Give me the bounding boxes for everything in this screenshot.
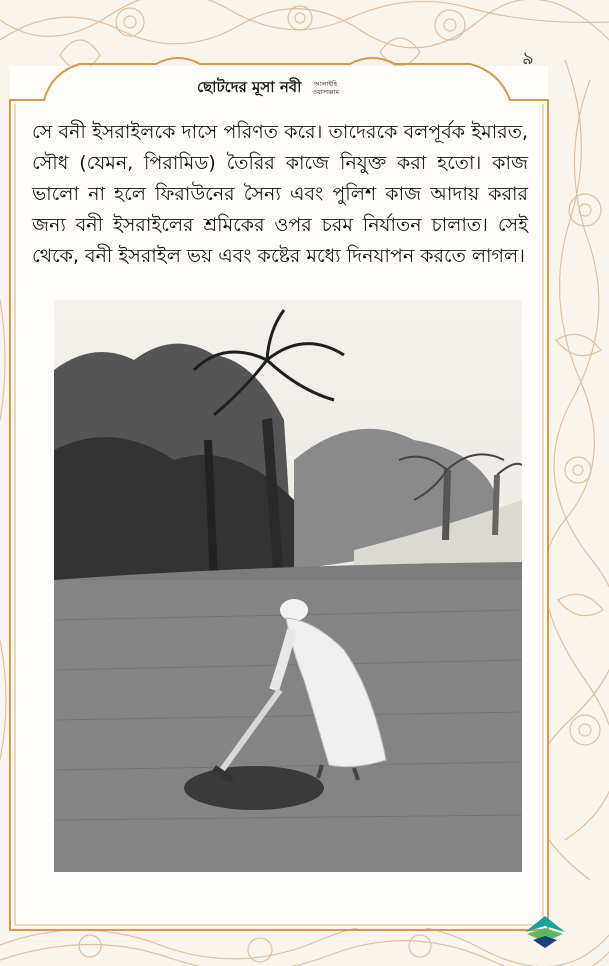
honorific-mark [312,80,339,96]
honorific-line-2: ওয়াসাল্লাম [312,87,340,96]
honorific-line-1: আলাইহি [314,79,338,88]
body-paragraph: সে বনী ইসরাইলকে দাসে পরিণত করে। তাদেরকে বলপূর্বক ইমারত, সৌধ (যেমন, পিরামিড) তৈরির কাজে নিযুক্ত করা হতো। কাজ ভালো না হলে ফিরাউনের সৈন্য এবং পুলিশ কাজ আদায় করার জন্য বনী ইসরাইলের শ্রমিকের ওপর চরম নির্যাতন চালাত। সেই থেকে, বনী ইসরাইল ভয় এবং কষ্টের মধ্যে দিনযাপন করতে লাগল। [32,121,528,267]
book-title-header [0,76,536,101]
book-title: ছোটদের মূসা নবী [196,78,302,96]
page-number: ৯ [522,48,534,69]
field-worker-photo [54,300,522,872]
publisher-logo-icon [521,912,569,952]
